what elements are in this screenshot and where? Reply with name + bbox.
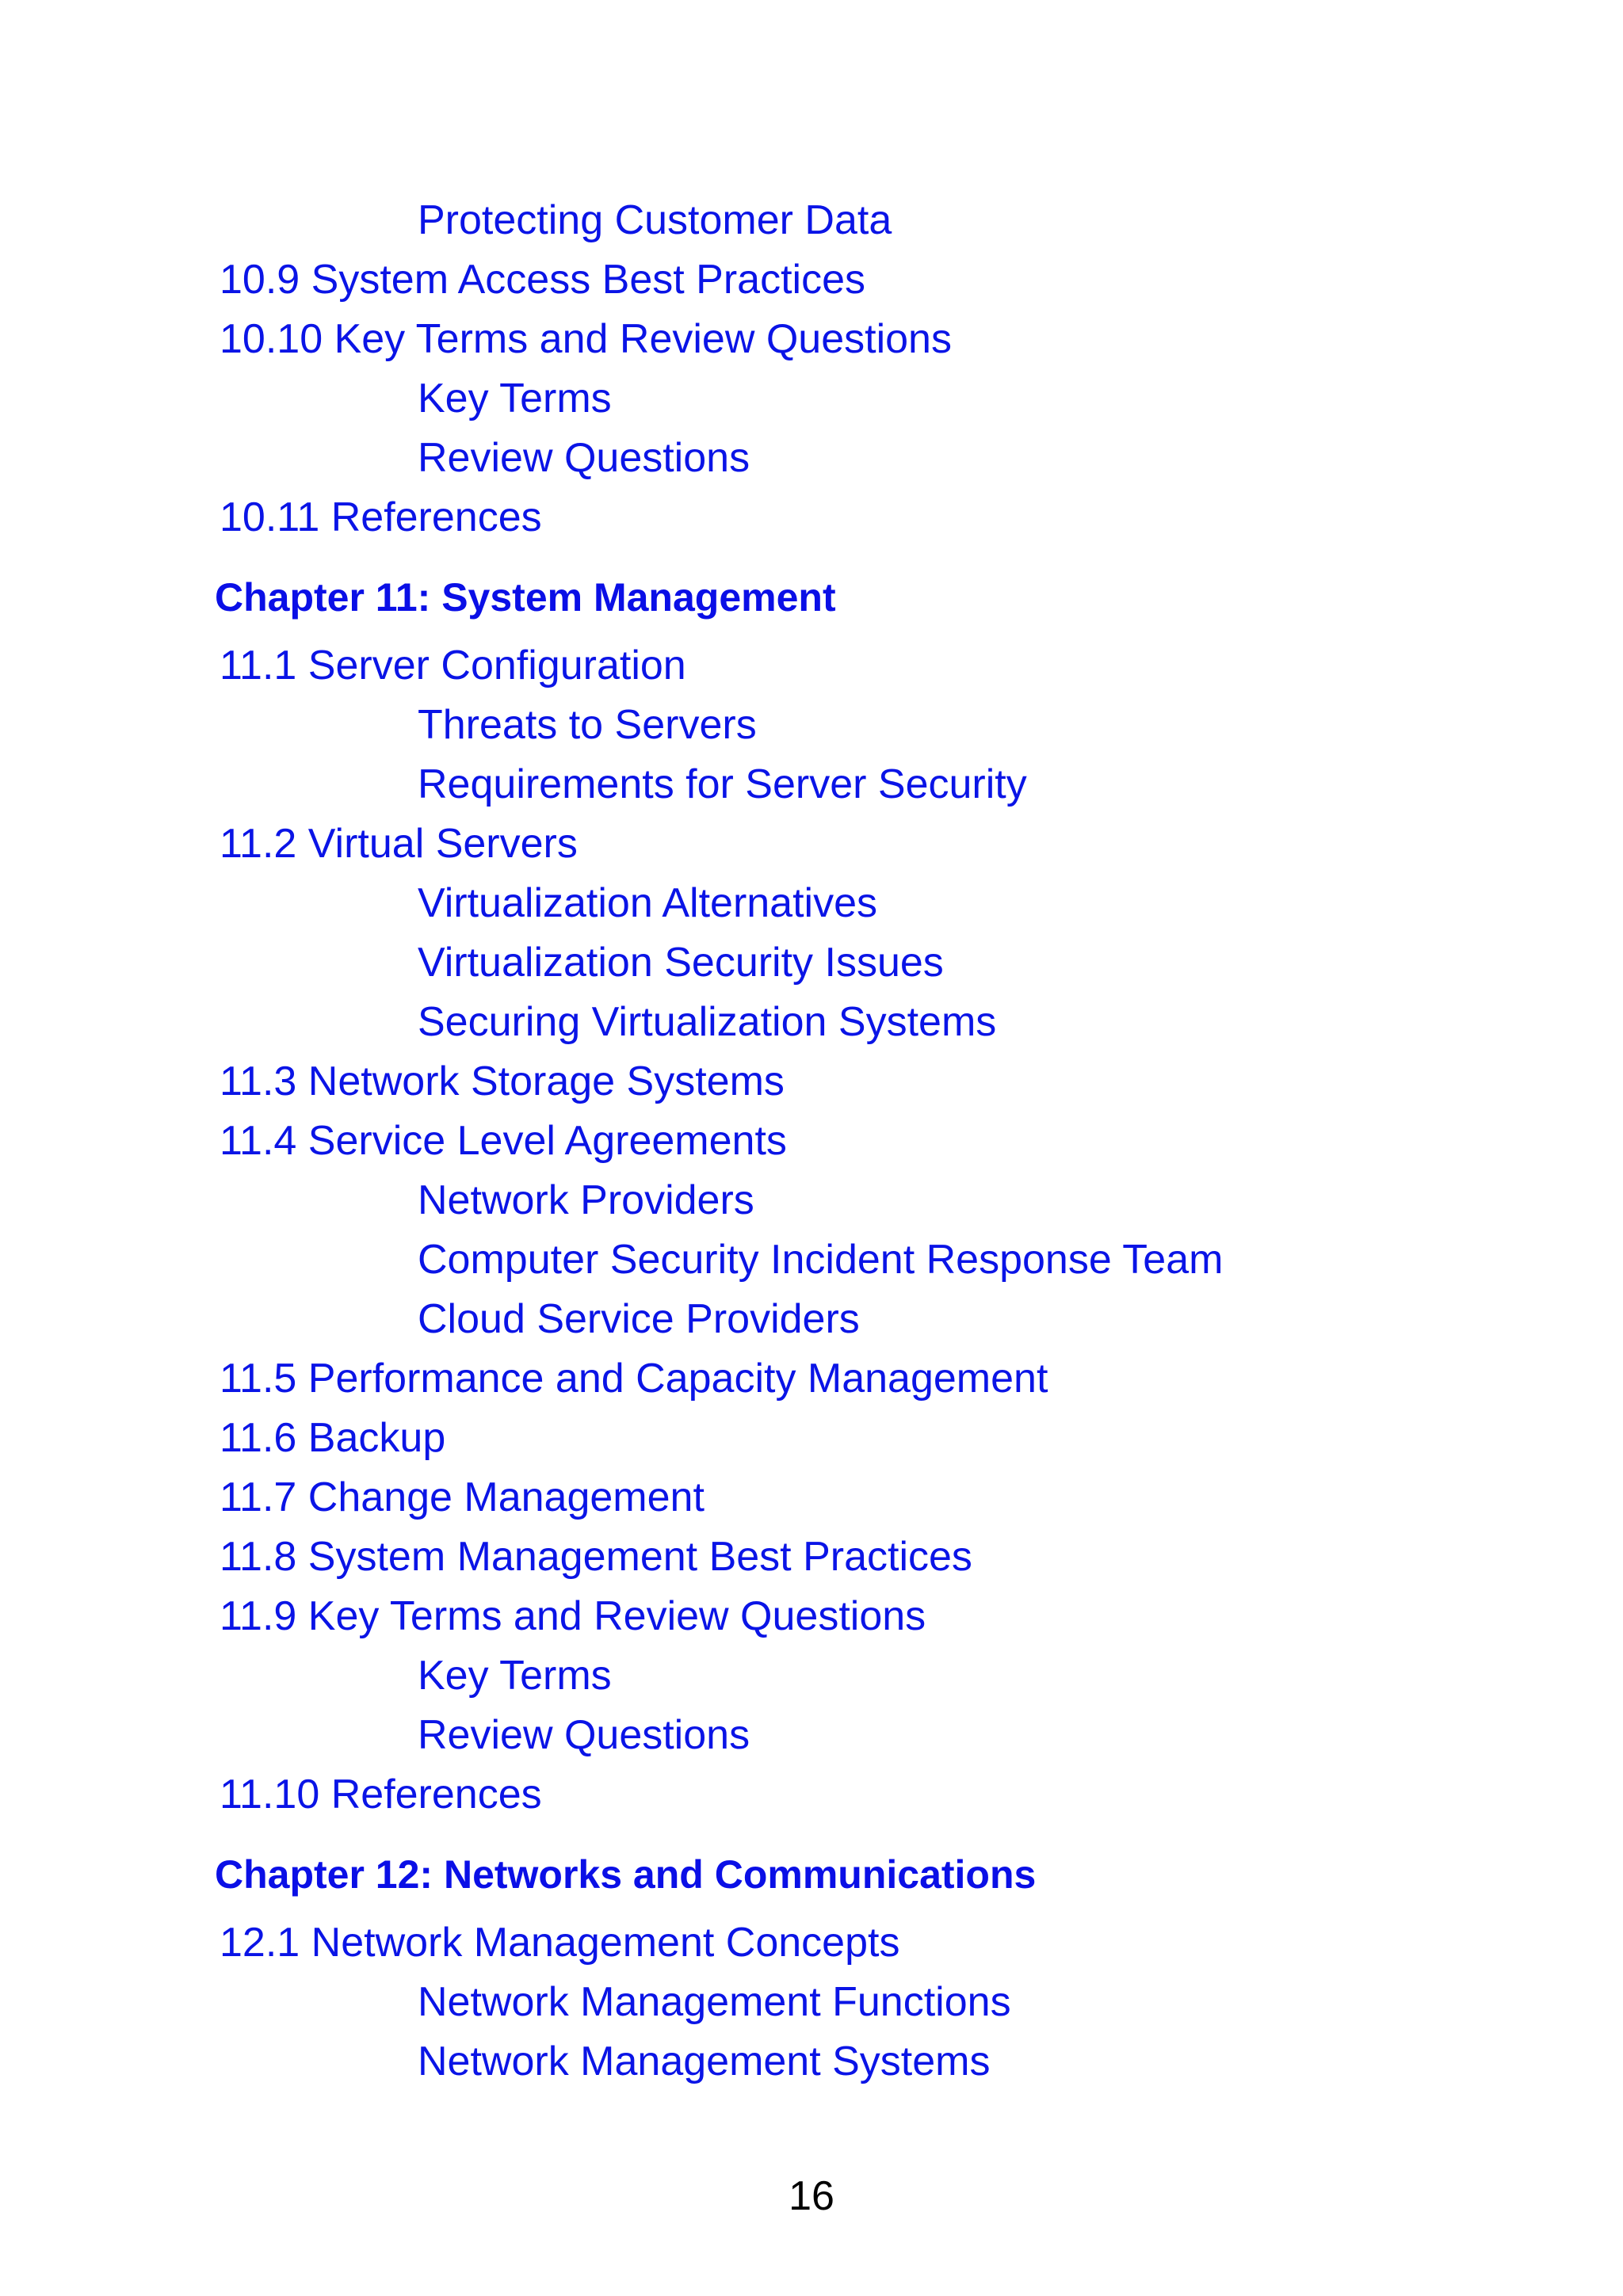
toc-section-link[interactable]: 11.4 Service Level Agreements xyxy=(220,1118,787,1164)
toc-section-link[interactable]: 11.8 System Management Best Practices xyxy=(220,1534,972,1580)
toc-section-link[interactable]: 11.5 Performance and Capacity Management xyxy=(220,1356,1048,1402)
toc-chapter-heading[interactable]: Chapter 11: System Management xyxy=(215,575,836,620)
toc-section-link[interactable]: 11.7 Change Management xyxy=(220,1474,705,1520)
toc-subsection-link[interactable]: Virtualization Alternatives xyxy=(418,880,878,926)
toc-subsection-link[interactable]: Virtualization Security Issues xyxy=(418,940,944,986)
toc-subsection-link[interactable]: Review Questions xyxy=(418,435,750,481)
toc-section-link[interactable]: 11.3 Network Storage Systems xyxy=(220,1058,785,1104)
toc-section-link[interactable]: 10.10 Key Terms and Review Questions xyxy=(220,316,952,362)
toc-subsection-link[interactable]: Securing Virtualization Systems xyxy=(418,999,997,1045)
toc-subsection-link[interactable]: Network Management Systems xyxy=(418,2039,991,2084)
toc-subsection-link[interactable]: Review Questions xyxy=(418,1712,750,1758)
toc-subsection-link[interactable]: Network Management Functions xyxy=(418,1979,1011,2025)
toc-subsection-link[interactable]: Cloud Service Providers xyxy=(418,1296,860,1342)
toc-section-link[interactable]: 11.9 Key Terms and Review Questions xyxy=(220,1593,926,1639)
toc-subsection-link[interactable]: Network Providers xyxy=(418,1177,754,1223)
toc-section-link[interactable]: 11.2 Virtual Servers xyxy=(220,821,578,867)
toc-subsection-link[interactable]: Requirements for Server Security xyxy=(418,761,1027,807)
toc-section-link[interactable]: 10.11 References xyxy=(220,494,542,540)
toc-subsection-link[interactable]: Threats to Servers xyxy=(418,702,757,748)
toc-section-link[interactable]: 12.1 Network Management Concepts xyxy=(220,1920,900,1966)
toc-subsection-link[interactable]: Protecting Customer Data xyxy=(418,197,892,243)
toc-chapter-heading[interactable]: Chapter 12: Networks and Communications xyxy=(215,1852,1037,1897)
toc-section-link[interactable]: 11.10 References xyxy=(220,1772,542,1817)
toc-section-link[interactable]: 10.9 System Access Best Practices xyxy=(220,257,865,303)
page-number: 16 xyxy=(789,2173,834,2219)
toc-subsection-link[interactable]: Key Terms xyxy=(418,376,612,421)
toc-subsection-link[interactable]: Computer Security Incident Response Team xyxy=(418,1237,1224,1283)
toc-section-link[interactable]: 11.6 Backup xyxy=(220,1415,446,1461)
toc-section-link[interactable]: 11.1 Server Configuration xyxy=(220,643,686,688)
toc-subsection-link[interactable]: Key Terms xyxy=(418,1653,612,1699)
